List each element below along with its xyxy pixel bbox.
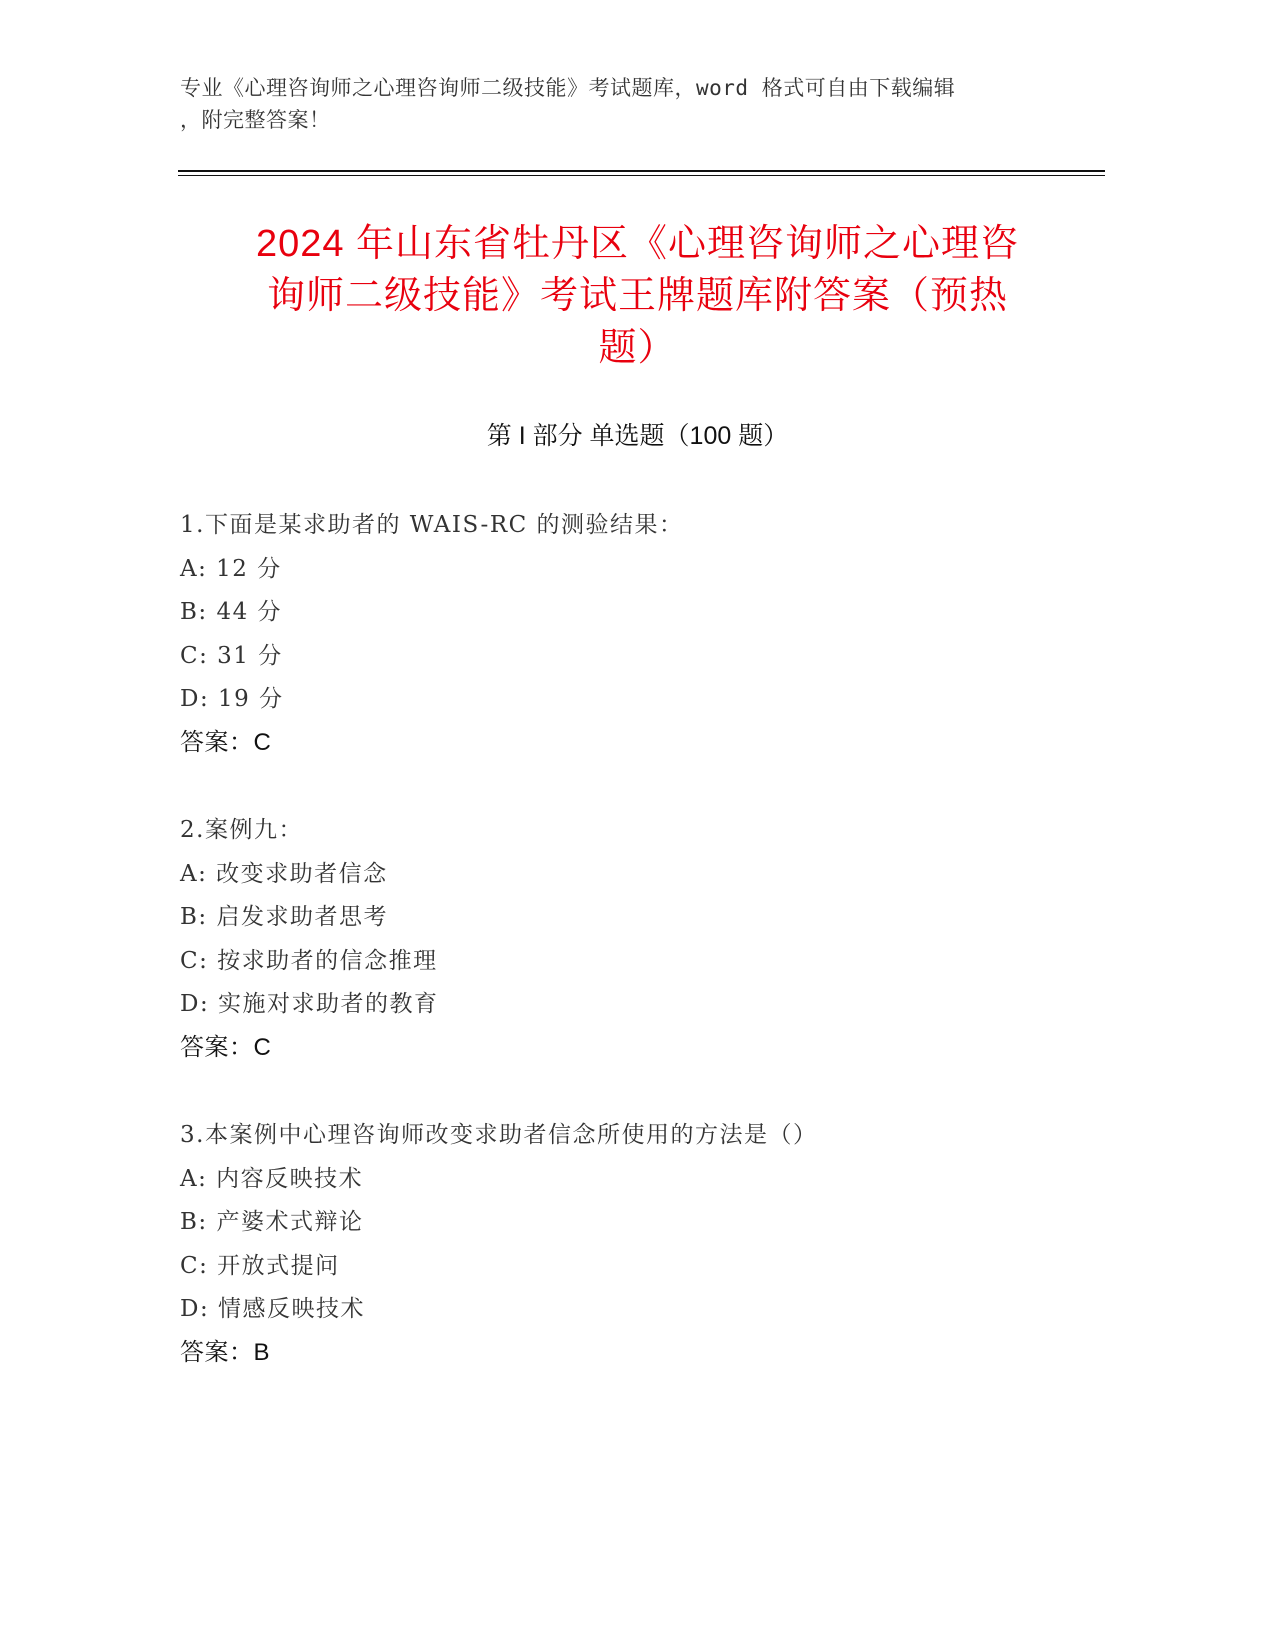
option-a: A: 内容反映技术 <box>180 1165 364 1192</box>
header-note-line-1: 专业《心理咨询师之心理咨询师二级技能》考试题库，word 格式可自由下载编辑 <box>180 76 956 100</box>
section-heading: 第 I 部分 单选题（100 题） <box>486 422 789 450</box>
option-a: A: 12 分 <box>180 555 282 582</box>
document-title-line-3: 题） <box>598 327 677 369</box>
option-a: A: 改变求助者信念 <box>180 860 388 887</box>
option-d: D: 情感反映技术 <box>180 1296 366 1322</box>
question-1 <box>180 507 1080 768</box>
question-3 <box>180 1117 1080 1378</box>
header-note <box>180 72 1050 136</box>
option-d: D: 实施对求助者的教育 <box>180 991 439 1017</box>
header-divider-thin <box>178 175 1105 176</box>
question-stem: 2.案例九： <box>180 817 303 843</box>
option-b: B: 产婆术式辩论 <box>180 1209 364 1235</box>
header-note-line-2: ，附完整答案！ <box>180 108 331 132</box>
option-d: D: 19 分 <box>180 686 284 712</box>
option-b: B: 启发求助者思考 <box>180 904 388 930</box>
answer-line: 答案：B <box>180 1338 271 1366</box>
option-c: C: 按求助者的信念推理 <box>180 947 438 974</box>
question-2 <box>180 812 1080 1073</box>
document-title-line-2: 询师二级技能》考试王牌题库附答案（预热 <box>266 275 1008 317</box>
answer-line: 答案：C <box>180 728 272 756</box>
header-divider-thick <box>178 170 1105 172</box>
option-c: C: 31 分 <box>180 642 283 669</box>
option-b: B: 44 分 <box>180 599 283 625</box>
question-stem: 3.本案例中心理咨询师改变求助者信念所使用的方法是（） <box>180 1122 818 1148</box>
document-title-line-1: 2024 年山东省牡丹区《心理咨询师之心理咨 <box>255 223 1020 265</box>
document-title <box>160 218 1115 374</box>
question-stem: 1.下面是某求助者的 WAIS-RC 的测验结果： <box>180 512 684 538</box>
option-c: C: 开放式提问 <box>180 1252 340 1279</box>
answer-line: 答案：C <box>180 1033 272 1061</box>
